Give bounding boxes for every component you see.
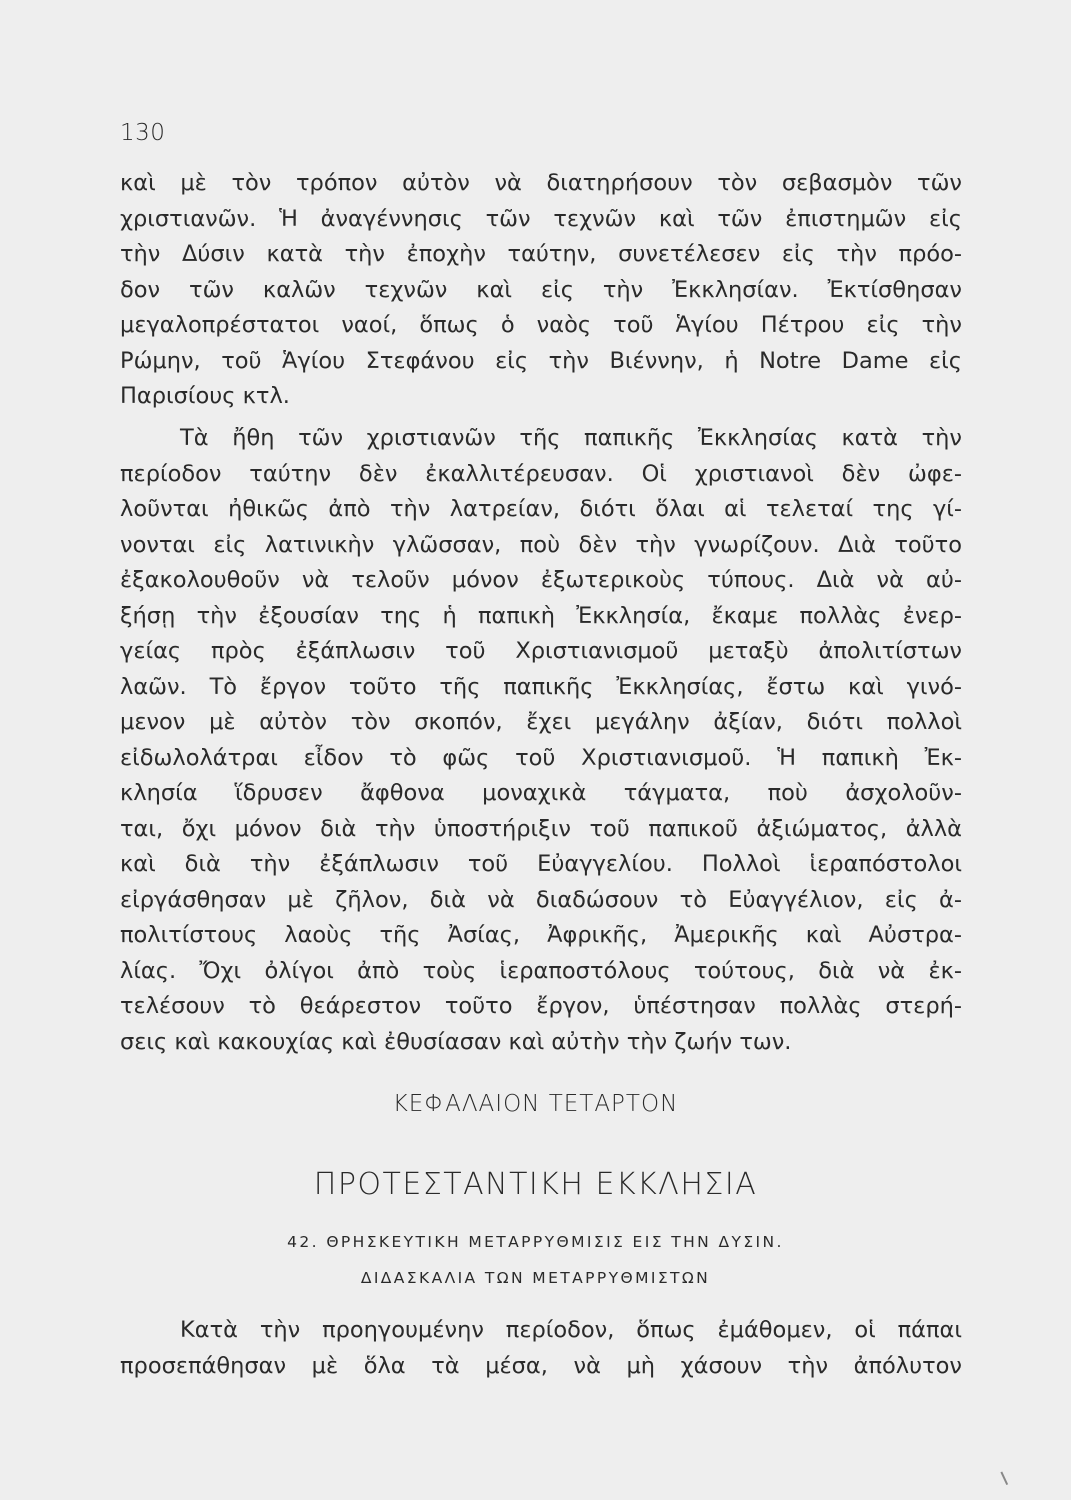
text-line: μενον μὲ αὐτὸν τὸν σκοπόν, ἔχει μεγάλην ἀξίαν, διότι πολλοὶ xyxy=(120,709,962,735)
text-line: λαῶν. Τὸ ἔργον τοῦτο τῆς παπικῆς Ἐκκλησίας, ἔστω καὶ γινό- xyxy=(120,673,962,700)
text-line: καὶ μὲ τὸν τρόπον αὐτὸν νὰ διατηρήσουν τὸν σεβασμὸν τῶν xyxy=(120,170,962,196)
text-line: σεις καὶ κακουχίας καὶ ἐθυσίασαν καὶ αὐτὴν τὴν ζωήν των. xyxy=(120,1028,792,1055)
text-line: τελέσουν τὸ θεάρεστον τοῦτο ἔργον, ὑπέστησαν πολλὰς στερή- xyxy=(120,993,962,1019)
text-line: ται, ὄχι μόνον διὰ τὴν ὑποστήριξιν τοῦ παπικοῦ ἀξιώματος, ἀλλὰ xyxy=(120,815,962,842)
text-line: εἰδωλολάτραι εἶδον τὸ φῶς τοῦ Χριστιανισμοῦ. Ἡ παπικὴ Ἐκ- xyxy=(120,744,962,771)
paragraph-2 xyxy=(120,421,962,1060)
text-line: ἐξακολουθοῦν νὰ τελοῦν μόνον ἐξωτερικοὺς τύπους. Διὰ νὰ αὐ- xyxy=(120,567,962,593)
text-line: Παρισίους κτλ. xyxy=(120,383,290,409)
text-line: τὴν Δύσιν κατὰ τὴν ἐποχὴν ταύτην, συνετέλεσεν εἰς τὴν πρόο- xyxy=(120,241,962,267)
text-line: καὶ διὰ τὴν ἐξάπλωσιν τοῦ Εὐαγγελίου. Πολλοὶ ἱεραπόστολοι xyxy=(120,851,962,877)
text-line: ξήσῃ τὴν ἐξουσίαν της ἡ παπικὴ Ἐκκλησία, ἔκαμε πολλὰς ἐνερ- xyxy=(120,602,962,629)
pen-mark-icon xyxy=(1000,1469,1013,1485)
chapter-title: ΠΡΟΤΕΣΤΑΝΤΙΚΗ ΕΚΚΛΗΣΙΑ xyxy=(313,1167,758,1202)
page-number: 130 xyxy=(120,120,166,146)
text-line: γείας πρὸς ἐξάπλωσιν τοῦ Χριστιανισμοῦ μεταξὺ ἀπολιτίστων xyxy=(120,638,962,664)
text-line: δον τῶν καλῶν τεχνῶν καὶ εἰς τὴν Ἐκκλησίαν. Ἐκτίσθησαν xyxy=(120,276,962,303)
text-line: Κατὰ τὴν προηγουμένην περίοδον, ὅπως ἐμάθομεν, οἱ πάπαι xyxy=(180,1317,962,1343)
text-line: λοῦνται ἠθικῶς ἀπὸ τὴν λατρείαν, διότι ὅλαι αἱ τελεταί της γί- xyxy=(120,496,962,522)
text-line: χριστιανῶν. Ἡ ἀναγέννησις τῶν τεχνῶν καὶ τῶν ἐπιστημῶν εἰς xyxy=(120,205,962,232)
text-line: νονται εἰς λατινικὴν γλῶσσαν, ποὺ δὲν τὴν γνωρίζουν. Διὰ τοῦτο xyxy=(120,531,962,558)
text-line: πολιτίστους λαοὺς τῆς Ἀσίας, Ἀφρικῆς, Ἀμερικῆς καὶ Αὐστρα- xyxy=(120,922,962,948)
text-line: εἰργάσθησαν μὲ ζῆλον, διὰ νὰ διαδώσουν τὸ Εὐαγγέλιον, εἰς ἀ- xyxy=(120,886,962,913)
text-line: κλησία ἵδρυσεν ἄφθονα μοναχικὰ τάγματα, ποὺ ἀσχολοῦν- xyxy=(120,780,962,806)
section-heading-line-1: 42. ΘΡΗΣΚΕΥΤΙΚΗ ΜΕΤΑΡΡΥΘΜΙΣΙΣ ΕΙΣ ΤΗΝ ΔΥΣΙΝ. xyxy=(287,1233,784,1251)
text-line: λίας. Ὄχι ὀλίγοι ἀπὸ τοὺς ἱεραποστόλους τούτους, διὰ νὰ ἐκ- xyxy=(120,957,962,984)
chapter-heading: ΚΕΦΑΛΑΙΟΝ ΤΕΤΑΡΤΟΝ xyxy=(392,1091,679,1117)
text-line: Τὰ ἤθη τῶν χριστιανῶν τῆς παπικῆς Ἐκκλησίας κατὰ τὴν xyxy=(180,425,962,451)
section-heading-line-2: ΔΙΔΑΣΚΑΛΙΑ ΤΩΝ ΜΕΤΑΡΡΥΘΜΙΣΤΩΝ xyxy=(360,1269,711,1287)
text-line: μεγαλοπρέστατοι ναοί, ὅπως ὁ ναὸς τοῦ Ἁγίου Πέτρου εἰς τὴν xyxy=(120,312,962,338)
paragraph-3 xyxy=(120,1313,962,1384)
text-line: προσεπάθησαν μὲ ὅλα τὰ μέσα, νὰ μὴ χάσουν τὴν ἀπόλυτον xyxy=(120,1352,962,1379)
text-line: Ρώμην, τοῦ Ἁγίου Στεφάνου εἰς τὴν Βιέννην, ἡ Notre Dame εἰς xyxy=(120,347,962,374)
text-line: περίοδον ταύτην δὲν ἐκαλλιτέρευσαν. Οἱ χριστιανοὶ δὲν ὠφε- xyxy=(120,460,962,487)
paragraph-1 xyxy=(120,166,962,415)
